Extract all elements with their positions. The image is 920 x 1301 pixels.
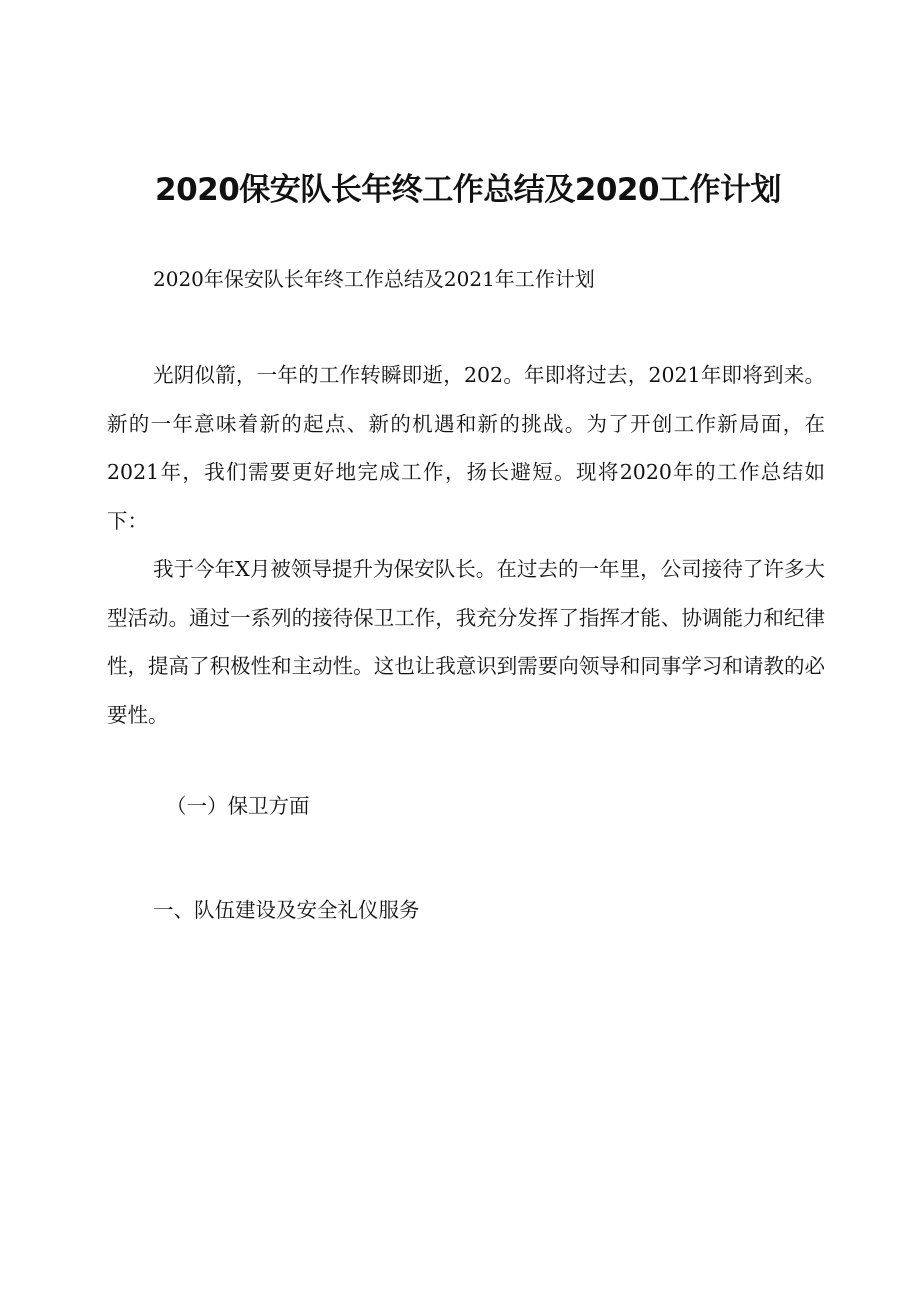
subsection-heading: 一、队伍建设及安全礼仪服务	[153, 898, 420, 922]
section-heading: （一）保卫方面	[166, 794, 310, 818]
body-paragraph-summary: 我于今年X月被领导提升为保安队长。在过去的一年里，公司接待了许多大型活动。通过一系列的接待保卫工作，我充分发挥了指挥才能、协调能力和纪律性，提高了积极性和主动性。这也让我意识到需要向领导和同事学习和请教的必要性。	[107, 557, 825, 727]
body-paragraph-intro: 光阴似箭，一年的工作转瞬即逝，202。年即将过去，2021年即将到来。新的一年意味着新的起点、新的机遇和新的挑战。为了开创工作新局面，在2021年，我们需要更好地完成工作，扬长避短。现将2020年的工作总结如下：	[107, 363, 825, 533]
document-subtitle: 2020年保安队长年终工作总结及2021年工作计划	[153, 267, 595, 291]
document-title: 2020保安队长年终工作总结及2020工作计划	[155, 172, 782, 208]
